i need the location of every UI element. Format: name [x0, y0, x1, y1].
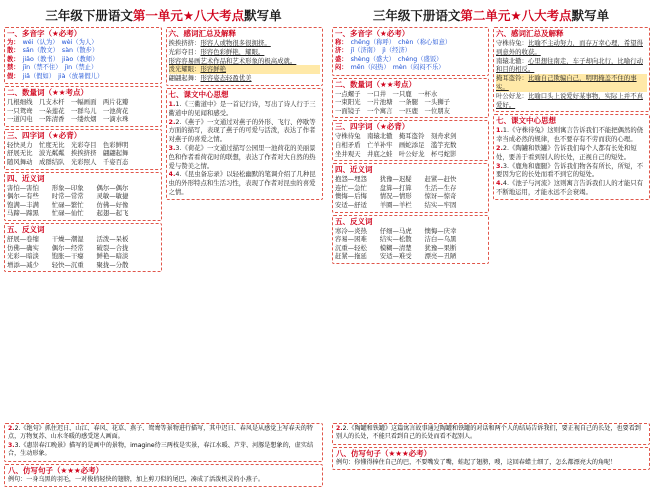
block-heading: 四、近义词 — [335, 165, 373, 175]
text-line: 寒冷—炎热 仔细—马虎 懊悔—庆幸 — [335, 226, 457, 235]
block-heading: 三、四字词（★必背） — [7, 130, 82, 140]
duoyin-row: 散： sǎn（散文） sàn（散步） — [7, 47, 99, 55]
text-line: 舒展无比 波光粼粼 挨挨挤挤 翩翩起舞 — [7, 149, 129, 158]
columns-2 — [332, 27, 650, 421]
duoyin-row: 济： jǐ（济南） jì（经济） — [335, 47, 411, 55]
block-central-idea — [166, 88, 324, 200]
explanation-item: 南辕北辙：心里想往南走，车子却向北行，比喻行动和目的相反。 — [496, 56, 643, 74]
block-antonyms — [4, 223, 162, 272]
central-idea-para: 4.4.《昆虫备忘录》以轻松幽默的笔调介绍了几种昆虫的外形特点和生活习性，表现了作者对昆虫的喜爱之情。 — [168, 170, 316, 196]
text-line: 轻快灵力 忙度无比 光彩夺目 色彩鲜明 — [7, 140, 129, 149]
text-line: 安适—舒适 羊圈—羊栏 结实—牢固 — [335, 200, 457, 209]
central-idea-para: 4.4.《池子与河流》这则寓言告诉我们人的才能只有不断地运用，才能永远不会衰竭。 — [496, 179, 644, 196]
text-line: 自相矛盾 亡羊补牢 画蛇添足 滥竽充数 — [335, 141, 457, 149]
duoyin-row: 盛： shèng（盛大） chéng（盛饭） — [335, 55, 443, 63]
column-left-2 — [332, 27, 489, 421]
sheet-title-1 — [4, 6, 323, 24]
duoyin-row: 称： chēng（称呼） chèn（称心如意） — [335, 39, 452, 46]
text-line: 抱怨—埋怨 犹豫—迟疑 赶紧—赶快 — [335, 175, 457, 184]
block-heading: 一、多音字（★必考） — [335, 29, 410, 38]
duoyin-row: 为： wéi（认为） wèi（为人） — [7, 39, 98, 46]
text-line: 懊悔—后悔 情况—情形 惊讶—惊奇 — [335, 192, 457, 201]
central-idea-para: 1.1.《三衢道中》是一首记行诗，写出了诗人行于三衢道中的见闻和感受。 — [168, 99, 316, 117]
text-line: 一只鸳鸯 一朵莲花 一群鸟儿 一池荷花 — [7, 106, 129, 115]
duoyin-list — [7, 39, 159, 81]
column-right-2 — [493, 27, 650, 421]
block-heading: 八、仿写句子（★★★必考） — [8, 465, 104, 475]
columns-1 — [4, 27, 323, 421]
block-heading: 二、数量词（★★考点） — [335, 79, 416, 89]
block-text-fill-in — [332, 423, 650, 445]
title-prefix: 三年级下册语文 — [45, 8, 133, 23]
text-line: 增添—减少 轻快—沉重 聚拢—分散 — [7, 260, 129, 269]
block-heading: 二、数量词（★★考点） — [7, 88, 88, 98]
title-highlight: 第一单元★八大考点 — [132, 8, 245, 23]
central-idea-para: 2.2.《燕子》一文通过对燕子的外形、飞行、停歇等方面的描写，表现了燕子的可爱与活泼，表达了作者对燕子的喜爱之情。 — [168, 117, 316, 144]
block-sentence-imitation — [332, 447, 650, 470]
block-heading: 一、多音字（★必考） — [7, 29, 82, 38]
text-line: 一道闪电 一阵清香 一缕炊烟 一滴水珠 — [7, 115, 129, 124]
explanation-item: 叶公好龙：比喻口头上说爱好某事物，实际上并不真爱好。 — [496, 91, 643, 109]
central-idea-para: 2.2.《陶罐和铁罐》告诉我们每个人都有长处和短处，要善于看到别人的长处，正视自己的短处。 — [496, 143, 637, 161]
central-idea-para: 3.3.《鹿角和鹿腿》告诉我们物各有所长，所短，不要因为它的长处而看不到它的短处。 — [496, 161, 644, 179]
column-right-1 — [166, 27, 324, 421]
explanation-item-highlight: 泼光耀眼：形容鲜艳 — [169, 65, 321, 74]
column-left-1 — [4, 27, 162, 421]
text-line: 偶尔—有些 时常—常常 灵敏—敏捷 — [7, 192, 129, 201]
explanation-item: 挨挨挤挤：形容人或物很多很拥挤。 — [168, 39, 271, 47]
block-heading: 八、仿写句子（★★★必考） — [336, 448, 432, 458]
title-suffix: 默写单 — [571, 8, 610, 23]
block-heading: 六、感词汇总及解释 — [496, 29, 564, 38]
duoyin-row: 禁： jīn（禁不住） jìn（禁止） — [7, 64, 98, 72]
block-heading: 三、四字词（★必背） — [335, 122, 410, 132]
block-four-char-words — [332, 120, 489, 161]
text-line: 一束阳光 一片池塘 一条腿 一头狮子 — [335, 98, 451, 107]
text-line: 饱满—丰满 忙碌—繁忙 仿佛—好像 — [7, 200, 129, 209]
text-line: 一点螺子 一口井 一只鹿 一杯水 — [335, 89, 438, 98]
text-line: 容易—困难 结实—松散 洁白—乌黑 — [335, 235, 457, 244]
explanation-item: 形容容易画艺术作品和艺术形象的极高成就。 — [168, 56, 297, 65]
duoyin-row: 假： jiǎ（假如） jià（放暑假儿） — [7, 72, 104, 80]
block-text-fill-in — [4, 423, 323, 462]
block-sentence-imitation — [4, 464, 323, 487]
text-line: 舒展—卷缩 干燥—潮湿 活泼—呆板 — [7, 234, 129, 243]
block-four-char-words — [4, 129, 162, 170]
title-prefix: 三年级下册语文 — [372, 8, 461, 23]
text-line: 几根细线 几支木杆 一幅画面 两片花瓣 — [7, 98, 129, 107]
block-heading: 七、课文中心思想 — [496, 116, 556, 126]
block-word-explanations — [166, 27, 324, 86]
block-synonyms — [332, 163, 489, 212]
explanation-item-highlight: 掩耳盗铃：比喻自己欺骗自己，明明掩盖不住的事实。 — [496, 74, 647, 92]
sheet-title-2 — [332, 6, 650, 24]
text-line: 马蹄—蹄黑 忙碌—仙忙 起翅—起飞 — [7, 209, 129, 218]
block-duoyinzi — [4, 27, 162, 84]
text-line: 连忙—急忙 盘算—打算 生活—生存 — [335, 183, 457, 192]
text-line: 随风舞动 成群结队 光彩照人 千姿百态 — [7, 158, 129, 166]
block-duoyinzi — [332, 27, 489, 76]
block-heading: 七、课文中心思想 — [168, 89, 229, 99]
block-quantifiers — [332, 78, 489, 119]
fill-in-item: 2.2.《陶罐和铁罐》这篇寓言故事通过陶罐和铁罐的对话和两个人的结局告诉我们，要正视自己的长处，也要看到别人的长处，不能只看到自己的长处而看不起别人。 — [336, 425, 641, 441]
text-line: 一面镜子 一个寓言 一匹鹿 一位朋友 — [335, 106, 451, 115]
block-antonyms — [332, 215, 489, 264]
text-line: 守株待兔 南辕北辙 掩耳盗铃 刻舟求剑 — [335, 132, 457, 141]
text-line: 害怕—害怕 形象—印象 偶尔—偶尔 — [7, 183, 129, 192]
fill-in-item: 2.2.《绝句》抓住迟日、山江、春风、花草、燕子、鸳鸯等景物进行描写，其中迟日、春风是从感觉上写春天的特点，万物复苏、山水冬暖的感受迷人画面。 — [8, 425, 313, 441]
explanation-item: 翩翩起舞：形容姿态轻盈优美 — [168, 74, 252, 83]
block-heading: 五、反义词 — [335, 216, 373, 226]
duoyin-row: 闷： mēn（闷热） mèn（闷闷不乐） — [335, 64, 445, 72]
text-line: 沉重—轻松 模糊—清楚 犹豫—果断 — [335, 243, 457, 252]
block-central-idea — [493, 114, 650, 199]
explanation-item: 光彩夺目：形容色彩鲜艳，耀眼。 — [168, 47, 265, 56]
text-line: 赶紧—拖延 安适—难受 漂亮—丑陋 — [335, 252, 457, 261]
explanation-item: 守株待兔：比喻不主动努力，而存万幸心理，希望得到意外的收获。 — [496, 39, 643, 56]
text-line: 仿佛—确实 偶尔—经常 破裂—合拢 — [7, 243, 129, 252]
duoyin-row: 教： jiāo（教书） jiào（教师） — [7, 55, 99, 63]
title-suffix: 默写单 — [244, 8, 282, 23]
example-sentence: 例句：你懂得捧住自己的巴，不要嘴发了嘴，蛙起了翅膀，嗖，这回春蜡土细了，怎么都漂亮大的角呢！ — [336, 458, 617, 466]
block-heading: 五、反义词 — [7, 224, 45, 234]
central-idea-para: 3.3.《荷花》一文通过描写公园里一池荷花的美丽景色和作者看荷花时的联想，表达了作者对大自然的热爱与赞美之情。 — [168, 143, 316, 170]
sheet-unit-1 — [0, 0, 327, 483]
block-heading: 六、感词汇总及解释 — [168, 29, 236, 38]
text-line: 坐井观天 井底之蛙 叶公好龙 杯弓蛇影 — [335, 149, 457, 158]
text-line: 光彩—暗淡 饱胀—干瘪 鲜艳—暗淡 — [7, 252, 129, 261]
example-sentence: 例句：一身乌黑的羽毛，一对俊俏轻快的翅膀，加上剪刀似的尾巴，凑成了活泼机灵的小燕子。 — [8, 475, 264, 483]
block-heading: 四、近义词 — [7, 173, 45, 183]
block-synonyms — [4, 172, 162, 221]
title-highlight: 第二单元★八大考点 — [460, 8, 572, 23]
block-word-explanations — [493, 27, 650, 112]
central-idea-para: 1.1.《守株待兔》这则寓言告诉我们不能把偶然的侥幸当成必然的规律，也不要存有不劳而获的心理。 — [496, 126, 644, 144]
fill-in-item: 3.3.《惠崇春江晚景》描写的是画中的景物，imagine待三两枝是实景，春江水暖、芦芽、河豚是想象的，虚实结合，生动形象。 — [8, 441, 314, 458]
block-quantifiers — [4, 86, 162, 127]
sheet-unit-2 — [327, 0, 654, 466]
